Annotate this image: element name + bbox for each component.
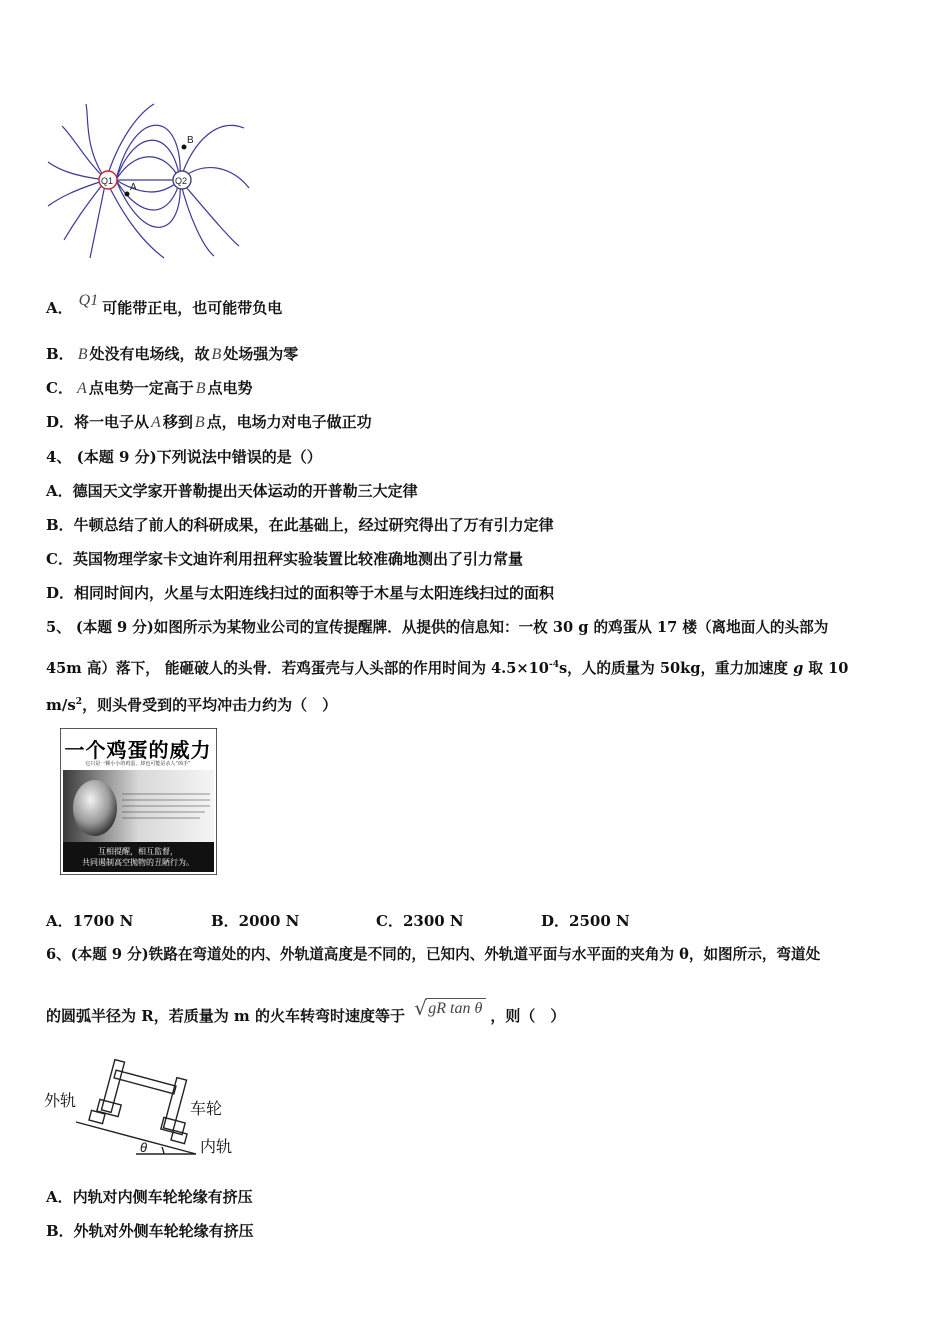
q6-stem-line1: 6、(本题 9 分)铁路在弯道处的内、外轨道高度是不同的，已知内、外轨道平面与水平面的夹角为 θ，如图所示，弯道处 [46, 946, 821, 963]
outer-rail-label: 外轨 [44, 1093, 77, 1110]
railway-figure [44, 1050, 244, 1160]
poster-title: 一个鸡蛋的威力 [64, 738, 212, 762]
q4-option-a: A．德国天文学家开普勒提出天体运动的开普勒三大定律 [46, 482, 418, 500]
q1-symbol: Q1 [78, 292, 99, 309]
electric-field-figure [44, 98, 259, 263]
charge-q2-label: Q2 [175, 176, 188, 186]
q4-option-d: D．相同时间内，火星与太阳连线扫过的面积等于木星与太阳连线扫过的面积 [46, 584, 555, 602]
egg-icon [73, 780, 117, 836]
q6-option-b: B．外轨对外侧车轮轮缘有挤压 [46, 1222, 254, 1240]
q5-stem-line2: 45m 高）落下， 能砸破人的头骨．若鸡蛋壳与人头部的作用时间为 $4.5\times 10^{-4}s$，人的质量为 50kg，重力加速度 g 取 10 [46, 659, 849, 677]
q3-option-b: B． B 处没有电场线，故 B 处场强为零 [46, 345, 299, 363]
point-b-label: B [187, 135, 194, 146]
q3-option-d: D．将一电子从 A 移到 B 点，电场力对电子做正功 [46, 413, 372, 431]
q5-option-d: D．2500 N [541, 912, 630, 930]
charge-q1-label: Q1 [101, 176, 114, 186]
q6-stem-line2: 的圆弧半径为 R，若质量为 m 的火车转弯时速度等于 √ gR tan θ ，则（ ） [46, 996, 566, 1025]
inner-rail-label: 内轨 [200, 1139, 233, 1156]
point-a-label: A [130, 182, 137, 193]
point-a [125, 192, 130, 197]
q5-stem-line1: 5、 (本题 9 分)如图所示为某物业公司的宣传提醒牌．从提供的信息知：一枚 30 g 的鸡蛋从 17 楼（离地面人的头部为 [46, 619, 829, 636]
q4-option-b: B．牛顿总结了前人的科研成果，在此基础上，经过研究得出了万有引力定律 [46, 516, 554, 534]
poster-footer: 互相提醒，相互监督， 共同遏制高空抛物的丑陋行为。 [82, 847, 194, 867]
q3-option-a: A． Q1 可能带正电，也可能带负电 [46, 292, 283, 317]
q5-option-b: B．2000 N [211, 912, 300, 930]
q4-option-c: C．英国物理学家卡文迪许利用扭秤实验装置比较准确地测出了引力常量 [46, 550, 523, 568]
q5-option-a: A．1700 N [46, 912, 134, 930]
q5-stem-line3: $m/s^2$，则头骨受到的平均冲击力约为（ ） [46, 696, 338, 714]
theta-label: θ [140, 1140, 148, 1155]
wheel-label: 车轮 [190, 1101, 223, 1118]
point-b [182, 145, 187, 150]
q6-option-a: A．内轨对内侧车轮轮缘有挤压 [46, 1188, 253, 1206]
q5-option-c: C．2300 N [376, 912, 464, 930]
q4-stem: 4、 (本题 9 分)下列说法中错误的是（） [46, 448, 322, 466]
speed-formula: √ gR tan θ [414, 1006, 486, 1027]
poster-subtitle: 它只是一颗小小的鸡蛋，却也可能是杀人“凶手” [85, 761, 191, 767]
q3-option-c: C． A 点电势一定高于 B 点电势 [46, 379, 253, 397]
